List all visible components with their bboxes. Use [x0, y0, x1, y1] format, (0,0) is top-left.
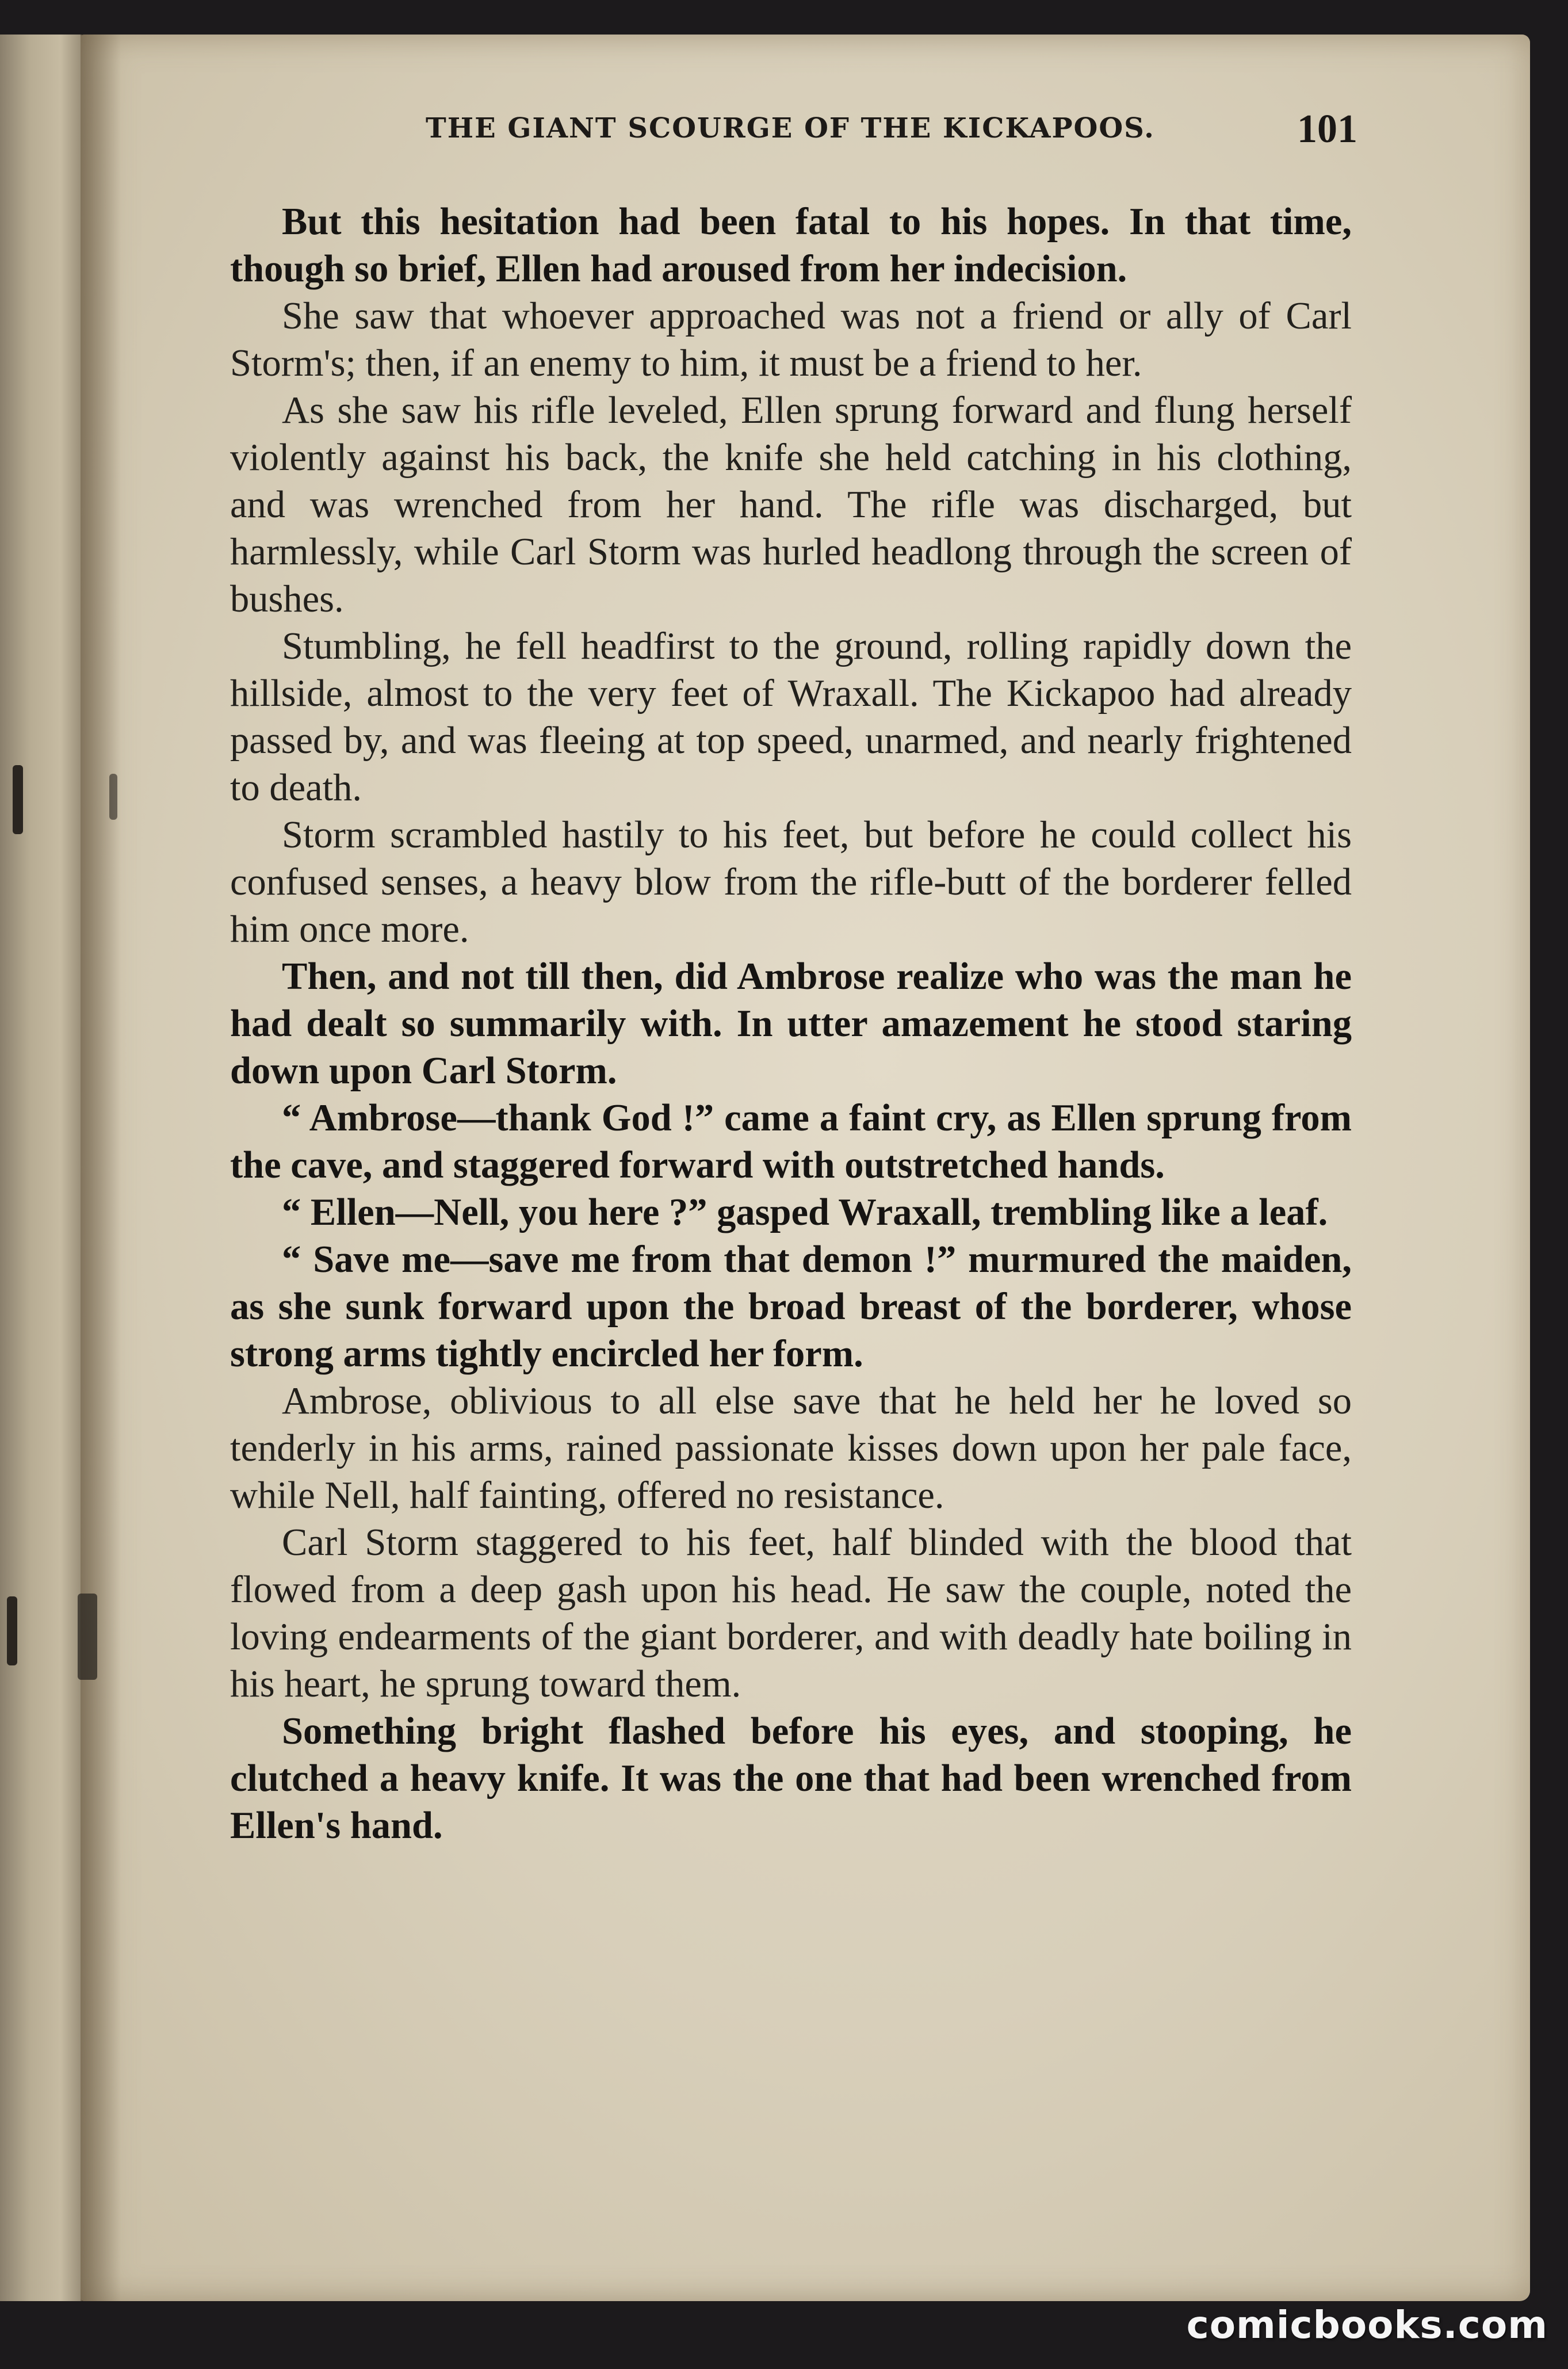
previous-page-edge	[0, 35, 86, 2301]
paragraph: Storm scrambled hastily to his feet, but before he could collect his confused senses, a heavy blow from the rifle-butt of the borderer felled him once more.	[230, 814, 1352, 950]
body-text	[230, 198, 1352, 1850]
paragraph: Ambrose, oblivious to all else save that he held her he loved so tenderly in his arms, rained passionate kisses down upon her pale face, while Nell, half fainting, offered no resistance.	[230, 1380, 1352, 1516]
binding-stitch-mark	[7, 1596, 17, 1665]
paragraph: “ Ambrose—thank God !” came a faint cry, as Ellen sprung from the cave, and staggered forward with outstretched hands.	[230, 1097, 1352, 1186]
paragraph: But this hesitation had been fatal to his hopes. In that time, though so brief, Ellen had aroused from her indecision.	[230, 201, 1352, 290]
binding-stitch-mark	[78, 1594, 97, 1680]
paragraph: “ Ellen—Nell, you here ?” gasped Wraxall, trembling like a leaf.	[282, 1191, 1328, 1233]
binding-stitch-mark	[13, 765, 23, 834]
paragraph: Then, and not till then, did Ambrose realize who was the man he had dealt so summarily with. In utter amazement he stood staring down upon Carl Storm.	[230, 956, 1352, 1092]
running-header: THE GIANT SCOURGE OF THE KICKAPOOS.	[426, 112, 1155, 144]
paragraph: “ Save me—save me from that demon !” murmured the maiden, as she sunk forward upon the broad breast of the borderer, whose strong arms tightly encircled her form.	[230, 1239, 1352, 1375]
watermark-logo: comicbooks.com	[1186, 2303, 1548, 2347]
paragraph: She saw that whoever approached was not a friend or ally of Carl Storm's; then, if an enemy to him, it must be a friend to her.	[230, 295, 1352, 384]
paragraph: As she saw his rifle leveled, Ellen sprung forward and flung herself violently against his back, the knife she held catching in his clothing, and was wrenched from her hand. The rifle was discharged, but harmlessly, while Carl Storm was hurled headlong through the screen of bushes.	[230, 389, 1352, 620]
page-number: 101	[1297, 107, 1357, 151]
gutter-shadow	[81, 35, 121, 2301]
paragraph: Something bright flashed before his eyes, and stooping, he clutched a heavy knife. It was the one that had been wrenched from Ellen's hand.	[230, 1710, 1352, 1847]
binding-stitch-mark	[109, 774, 117, 820]
paragraph: Carl Storm staggered to his feet, half blinded with the blood that flowed from a deep gash upon his head. He saw the couple, noted the loving endearments of the giant borderer, and with deadly hate boiling in his heart, he sprung toward them.	[230, 1522, 1352, 1705]
paragraph: Stumbling, he fell headfirst to the ground, rolling rapidly down the hillside, almost to the very feet of Wraxall. The Kickapoo had already passed by, and was fleeing at top speed, unarmed, and nearly frightened to death.	[230, 625, 1352, 809]
